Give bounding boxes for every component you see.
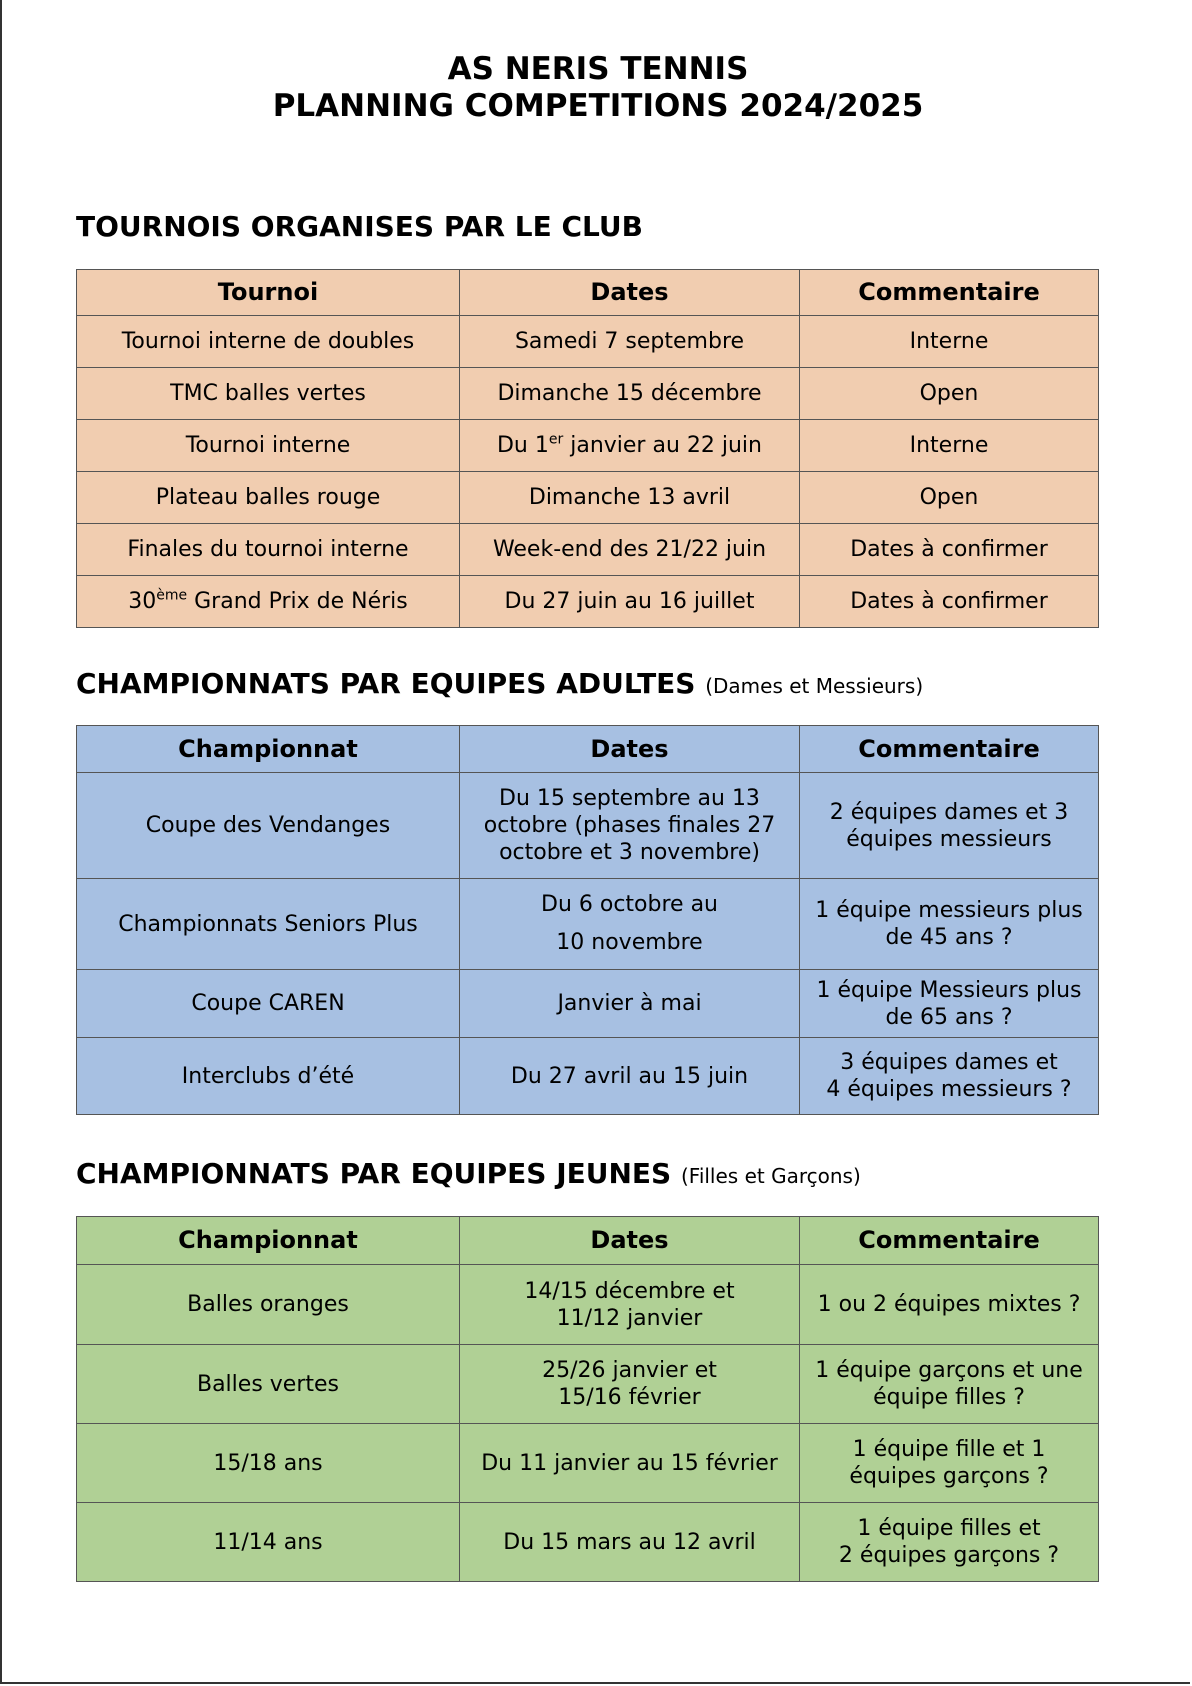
section-heading: CHAMPIONNATS PAR EQUIPES JEUNES bbox=[76, 1157, 672, 1190]
tournament-name: Tournoi interne bbox=[77, 420, 460, 472]
tournament-dates: Samedi 7 septembre bbox=[460, 316, 800, 368]
table-row bbox=[77, 773, 1099, 879]
championship-comment: 2 équipes dames et 3 équipes messieurs bbox=[800, 773, 1099, 879]
tournaments-table bbox=[76, 269, 1099, 628]
championship-comment: 3 équipes dames et 4 équipes messieurs ? bbox=[800, 1038, 1099, 1115]
championship-dates: 25/26 janvier et 15/16 février bbox=[460, 1345, 800, 1424]
tournament-comment: Dates à confirmer bbox=[800, 524, 1099, 576]
tournament-dates: Week-end des 21/22 juin bbox=[460, 524, 800, 576]
section-subtitle: (Filles et Garçons) bbox=[680, 1164, 861, 1188]
championship-comment: 1 équipe garçons et une équipe filles ? bbox=[800, 1345, 1099, 1424]
championship-name: Balles oranges bbox=[77, 1265, 460, 1345]
championship-name: 15/18 ans bbox=[77, 1424, 460, 1503]
tournament-comment: Open bbox=[800, 368, 1099, 420]
tournament-name: Plateau balles rouge bbox=[77, 472, 460, 524]
table-row bbox=[77, 970, 1099, 1038]
table-row bbox=[77, 316, 1099, 368]
championship-dates: Du 11 janvier au 15 février bbox=[460, 1424, 800, 1503]
championship-name: Coupe CAREN bbox=[77, 970, 460, 1038]
section-title-adultes bbox=[76, 667, 923, 700]
championship-dates: Du 6 octobre au 10 novembre bbox=[460, 879, 800, 970]
tournament-dates: Du 27 juin au 16 juillet bbox=[460, 576, 800, 628]
championship-dates: Du 15 mars au 12 avril bbox=[460, 1503, 800, 1582]
tournament-dates bbox=[460, 420, 800, 472]
tournament-name: Finales du tournoi interne bbox=[77, 524, 460, 576]
table-row bbox=[77, 879, 1099, 970]
championship-dates: 14/15 décembre et 11/12 janvier bbox=[460, 1265, 800, 1345]
document-title-planning: PLANNING COMPETITIONS 2024/2025 bbox=[272, 88, 924, 124]
table-row bbox=[77, 1038, 1099, 1115]
championship-name: Interclubs d’été bbox=[77, 1038, 460, 1115]
table-row bbox=[77, 576, 1099, 628]
document-title-club: AS NERIS TENNIS bbox=[447, 51, 749, 87]
column-header: Commentaire bbox=[800, 726, 1099, 773]
championship-dates: Janvier à mai bbox=[460, 970, 800, 1038]
section-title-tournois bbox=[76, 210, 643, 243]
tournament-name: Tournoi interne de doubles bbox=[77, 316, 460, 368]
tournament-name bbox=[77, 576, 460, 628]
date-text: janvier au 22 juin bbox=[563, 433, 762, 458]
table-row bbox=[77, 1265, 1099, 1345]
ordinal-suffix: er bbox=[548, 431, 564, 448]
section-heading: TOURNOIS ORGANISES PAR LE CLUB bbox=[76, 210, 643, 243]
championship-comment: 1 équipe Messieurs plus de 65 ans ? bbox=[800, 970, 1099, 1038]
table-row bbox=[77, 472, 1099, 524]
column-header: Championnat bbox=[77, 1217, 460, 1265]
tournament-dates: Dimanche 13 avril bbox=[460, 472, 800, 524]
column-header: Tournoi bbox=[77, 270, 460, 316]
table-row bbox=[77, 368, 1099, 420]
tournament-comment: Dates à confirmer bbox=[800, 576, 1099, 628]
championship-dates: Du 15 septembre au 13 octobre (phases finales 27 octobre et 3 novembre) bbox=[460, 773, 800, 879]
column-header: Dates bbox=[460, 1217, 800, 1265]
championship-comment: 1 équipe filles et 2 équipes garçons ? bbox=[800, 1503, 1099, 1582]
tournament-name: TMC balles vertes bbox=[77, 368, 460, 420]
name-text: Grand Prix de Néris bbox=[187, 589, 408, 614]
table-header-row bbox=[77, 1217, 1099, 1265]
section-heading: CHAMPIONNATS PAR EQUIPES ADULTES bbox=[76, 667, 696, 700]
column-header: Dates bbox=[460, 270, 800, 316]
table-row bbox=[77, 524, 1099, 576]
championship-dates: Du 27 avril au 15 juin bbox=[460, 1038, 800, 1115]
championship-name: Championnats Seniors Plus bbox=[77, 879, 460, 970]
championship-comment: 1 ou 2 équipes mixtes ? bbox=[800, 1265, 1099, 1345]
column-header: Commentaire bbox=[800, 1217, 1099, 1265]
table-row bbox=[77, 1424, 1099, 1503]
championship-comment: 1 équipe fille et 1 équipes garçons ? bbox=[800, 1424, 1099, 1503]
date-text: Du 1 bbox=[496, 433, 549, 458]
tournament-comment: Interne bbox=[800, 316, 1099, 368]
table-row bbox=[77, 1503, 1099, 1582]
championship-name: Balles vertes bbox=[77, 1345, 460, 1424]
ordinal-suffix: ème bbox=[156, 587, 188, 604]
name-text: 30 bbox=[128, 589, 157, 614]
table-header-row bbox=[77, 726, 1099, 773]
tournament-comment: Open bbox=[800, 472, 1099, 524]
section-title-jeunes bbox=[76, 1157, 861, 1190]
tournament-comment: Interne bbox=[800, 420, 1099, 472]
column-header: Dates bbox=[460, 726, 800, 773]
section-subtitle: (Dames et Messieurs) bbox=[705, 674, 924, 698]
column-header: Championnat bbox=[77, 726, 460, 773]
table-row bbox=[77, 1345, 1099, 1424]
table-header-row bbox=[77, 270, 1099, 316]
adult-championships-table bbox=[76, 725, 1099, 1115]
column-header: Commentaire bbox=[800, 270, 1099, 316]
table-row bbox=[77, 420, 1099, 472]
championship-name: Coupe des Vendanges bbox=[77, 773, 460, 879]
championship-comment: 1 équipe messieurs plus de 45 ans ? bbox=[800, 879, 1099, 970]
tournament-dates: Dimanche 15 décembre bbox=[460, 368, 800, 420]
youth-championships-table bbox=[76, 1216, 1099, 1582]
championship-name: 11/14 ans bbox=[77, 1503, 460, 1582]
